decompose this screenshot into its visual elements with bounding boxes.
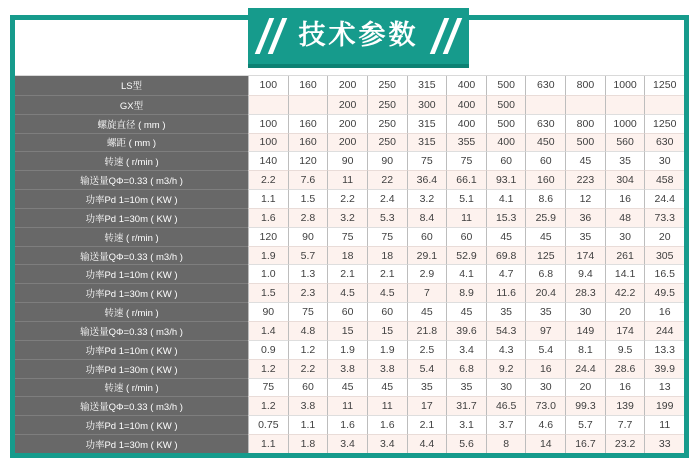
table-row xyxy=(15,246,684,265)
cell-value: 2.2 xyxy=(248,170,288,189)
cell-value: 16.5 xyxy=(644,264,684,283)
cell-value: 75 xyxy=(367,227,407,246)
cell-value: 1.0 xyxy=(248,264,288,283)
cell-value: 355 xyxy=(446,133,486,152)
cell-value: 120 xyxy=(288,151,328,170)
cell-value: 60 xyxy=(288,378,328,397)
row-label: 功率Pd 1=30m ( KW ) xyxy=(15,359,248,378)
cell-value: 39.6 xyxy=(446,321,486,340)
cell-value: 120 xyxy=(248,227,288,246)
cell-value: 75 xyxy=(327,227,367,246)
title-banner xyxy=(248,8,469,68)
cell-value: 4.1 xyxy=(486,189,526,208)
cell-value: 4.7 xyxy=(486,264,526,283)
cell-value: 1.8 xyxy=(288,434,328,453)
cell-value: 18 xyxy=(367,246,407,265)
cell-value: 1.9 xyxy=(248,246,288,265)
cell-value: 800 xyxy=(565,76,605,95)
cell-value: 200 xyxy=(327,133,367,152)
cell-value: 250 xyxy=(367,76,407,95)
cell-value: 8.4 xyxy=(407,208,447,227)
cell-value: 2.9 xyxy=(407,264,447,283)
cell-value: 1.2 xyxy=(248,359,288,378)
cell-value: 2.1 xyxy=(367,264,407,283)
table-row xyxy=(15,359,684,378)
cell-value: 200 xyxy=(327,76,367,95)
cell-value: 60 xyxy=(327,302,367,321)
row-label: 功率Pd 1=30m ( KW ) xyxy=(15,208,248,227)
row-label: 螺旋直径 ( mm ) xyxy=(15,114,248,133)
cell-value: 3.2 xyxy=(327,208,367,227)
cell-value: 75 xyxy=(288,302,328,321)
cell-value: 52.9 xyxy=(446,246,486,265)
row-label: 功率Pd 1=10m ( KW ) xyxy=(15,340,248,359)
cell-value: 1250 xyxy=(644,114,684,133)
cell-value: 11 xyxy=(367,396,407,415)
table-row xyxy=(15,114,684,133)
cell-value: 7.6 xyxy=(288,170,328,189)
cell-value: 5.3 xyxy=(367,208,407,227)
cell-value: 500 xyxy=(486,76,526,95)
parameters-table xyxy=(15,75,684,453)
cell-value: 97 xyxy=(525,321,565,340)
cell-value: 45 xyxy=(446,302,486,321)
cell-value: 45 xyxy=(525,227,565,246)
cell-value: 46.5 xyxy=(486,396,526,415)
cell-value: 36 xyxy=(565,208,605,227)
cell-value: 35 xyxy=(446,378,486,397)
cell-value: 69.8 xyxy=(486,246,526,265)
cell-value: 250 xyxy=(367,133,407,152)
table-row xyxy=(15,378,684,397)
cell-value: 1.1 xyxy=(288,415,328,434)
cell-value: 2.3 xyxy=(288,283,328,302)
cell-value: 4.8 xyxy=(288,321,328,340)
cell-value: 3.8 xyxy=(327,359,367,378)
cell-value: 15 xyxy=(367,321,407,340)
cell-value: 7.7 xyxy=(605,415,645,434)
cell-value xyxy=(644,95,684,114)
cell-value: 100 xyxy=(248,133,288,152)
cell-value: 1.4 xyxy=(248,321,288,340)
cell-value xyxy=(525,95,565,114)
cell-value: 199 xyxy=(644,396,684,415)
cell-value: 500 xyxy=(565,133,605,152)
cell-value: 140 xyxy=(248,151,288,170)
cell-value: 223 xyxy=(565,170,605,189)
cell-value: 800 xyxy=(565,114,605,133)
table-row xyxy=(15,340,684,359)
page-title: 技术参数 xyxy=(298,19,419,50)
table-row xyxy=(15,76,684,95)
cell-value: 35 xyxy=(565,227,605,246)
cell-value xyxy=(248,95,288,114)
cell-value: 11 xyxy=(644,415,684,434)
table-row xyxy=(15,396,684,415)
cell-value: 4.5 xyxy=(327,283,367,302)
cell-value: 1.6 xyxy=(327,415,367,434)
cell-value: 3.8 xyxy=(288,396,328,415)
cell-value: 8.1 xyxy=(565,340,605,359)
cell-value: 1.5 xyxy=(288,189,328,208)
cell-value: 20 xyxy=(605,302,645,321)
cell-value: 31.7 xyxy=(446,396,486,415)
cell-value: 90 xyxy=(327,151,367,170)
cell-value: 160 xyxy=(525,170,565,189)
cell-value: 15.3 xyxy=(486,208,526,227)
cell-value: 3.2 xyxy=(407,189,447,208)
cell-value: 2.4 xyxy=(367,189,407,208)
cell-value: 93.1 xyxy=(486,170,526,189)
cell-value: 6.8 xyxy=(446,359,486,378)
row-label: 转速 ( r/min ) xyxy=(15,227,248,246)
cell-value: 15 xyxy=(327,321,367,340)
cell-value: 30 xyxy=(525,378,565,397)
cell-value: 160 xyxy=(288,133,328,152)
cell-value: 4.3 xyxy=(486,340,526,359)
cell-value: 16.7 xyxy=(565,434,605,453)
cell-value: 16 xyxy=(525,359,565,378)
cell-value: 75 xyxy=(248,378,288,397)
cell-value: 17 xyxy=(407,396,447,415)
cell-value: 1.9 xyxy=(327,340,367,359)
cell-value: 149 xyxy=(565,321,605,340)
row-label: 输送量QΦ=0.33 ( m3/h ) xyxy=(15,246,248,265)
cell-value: 4.1 xyxy=(446,264,486,283)
cell-value: 45 xyxy=(407,302,447,321)
cell-value: 11 xyxy=(446,208,486,227)
cell-value: 28.3 xyxy=(565,283,605,302)
cell-value: 2.8 xyxy=(288,208,328,227)
table-row xyxy=(15,208,684,227)
cell-value: 20.4 xyxy=(525,283,565,302)
cell-value: 0.75 xyxy=(248,415,288,434)
cell-value: 42.2 xyxy=(605,283,645,302)
cell-value: 16 xyxy=(605,189,645,208)
cell-value: 400 xyxy=(486,133,526,152)
cell-value: 29.1 xyxy=(407,246,447,265)
cell-value: 4.4 xyxy=(407,434,447,453)
row-label: 功率Pd 1=30m ( KW ) xyxy=(15,434,248,453)
cell-value: 21.8 xyxy=(407,321,447,340)
cell-value: 8.6 xyxy=(525,189,565,208)
cell-value: 1.6 xyxy=(248,208,288,227)
cell-value: 20 xyxy=(565,378,605,397)
cell-value: 160 xyxy=(288,76,328,95)
table-row xyxy=(15,95,684,114)
cell-value: 160 xyxy=(288,114,328,133)
cell-value: 24.4 xyxy=(644,189,684,208)
table-row xyxy=(15,302,684,321)
cell-value: 16 xyxy=(644,302,684,321)
cell-value: 9.4 xyxy=(565,264,605,283)
cell-value: 5.7 xyxy=(288,246,328,265)
cell-value: 458 xyxy=(644,170,684,189)
cell-value: 75 xyxy=(446,151,486,170)
row-label: 输送量QΦ=0.33 ( m3/h ) xyxy=(15,396,248,415)
cell-value: 33 xyxy=(644,434,684,453)
cell-value: 174 xyxy=(605,321,645,340)
table-row xyxy=(15,151,684,170)
cell-value: 45 xyxy=(565,151,605,170)
cell-value: 250 xyxy=(367,114,407,133)
row-label: 功率Pd 1=30m ( KW ) xyxy=(15,283,248,302)
table-row xyxy=(15,170,684,189)
row-label: 功率Pd 1=10m ( KW ) xyxy=(15,189,248,208)
cell-value: 1.1 xyxy=(248,189,288,208)
cell-value: 2.1 xyxy=(407,415,447,434)
cell-value: 45 xyxy=(327,378,367,397)
cell-value: 0.9 xyxy=(248,340,288,359)
cell-value: 14.1 xyxy=(605,264,645,283)
cell-value: 30 xyxy=(486,378,526,397)
cell-value: 630 xyxy=(525,76,565,95)
cell-value: 30 xyxy=(605,227,645,246)
cell-value: 7 xyxy=(407,283,447,302)
cell-value: 18 xyxy=(327,246,367,265)
row-label: 功率Pd 1=10m ( KW ) xyxy=(15,415,248,434)
cell-value: 3.4 xyxy=(327,434,367,453)
cell-value: 8 xyxy=(486,434,526,453)
cell-value: 1.9 xyxy=(367,340,407,359)
cell-value: 250 xyxy=(367,95,407,114)
cell-value: 11 xyxy=(327,170,367,189)
cell-value: 1.5 xyxy=(248,283,288,302)
cell-value: 261 xyxy=(605,246,645,265)
left-slashes-icon xyxy=(258,18,284,54)
cell-value: 9.2 xyxy=(486,359,526,378)
cell-value: 20 xyxy=(644,227,684,246)
cell-value: 35 xyxy=(486,302,526,321)
row-label: 输送量QΦ=0.33 ( m3/h ) xyxy=(15,170,248,189)
cell-value: 3.8 xyxy=(367,359,407,378)
cell-value: 400 xyxy=(446,95,486,114)
row-label: 转速 ( r/min ) xyxy=(15,151,248,170)
cell-value: 75 xyxy=(407,151,447,170)
cell-value: 1.2 xyxy=(248,396,288,415)
cell-value: 49.5 xyxy=(644,283,684,302)
cell-value: 5.1 xyxy=(446,189,486,208)
cell-value: 54.3 xyxy=(486,321,526,340)
cell-value: 35 xyxy=(525,302,565,321)
cell-value: 6.8 xyxy=(525,264,565,283)
cell-value: 1.2 xyxy=(288,340,328,359)
cell-value xyxy=(288,95,328,114)
cell-value: 11 xyxy=(327,396,367,415)
cell-value xyxy=(565,95,605,114)
cell-value: 24.4 xyxy=(565,359,605,378)
cell-value: 48 xyxy=(605,208,645,227)
cell-value: 4.5 xyxy=(367,283,407,302)
row-label: LS型 xyxy=(15,76,248,95)
cell-value: 90 xyxy=(367,151,407,170)
cell-value: 500 xyxy=(486,95,526,114)
cell-value: 300 xyxy=(407,95,447,114)
row-label: 功率Pd 1=10m ( KW ) xyxy=(15,264,248,283)
cell-value: 16 xyxy=(605,378,645,397)
cell-value: 35 xyxy=(407,378,447,397)
cell-value: 1.6 xyxy=(367,415,407,434)
table-row xyxy=(15,415,684,434)
cell-value: 1250 xyxy=(644,76,684,95)
table-row xyxy=(15,189,684,208)
cell-value: 1000 xyxy=(605,76,645,95)
cell-value: 1000 xyxy=(605,114,645,133)
cell-value: 560 xyxy=(605,133,645,152)
cell-value: 39.9 xyxy=(644,359,684,378)
cell-value: 73.3 xyxy=(644,208,684,227)
cell-value: 1.1 xyxy=(248,434,288,453)
cell-value: 13.3 xyxy=(644,340,684,359)
cell-value: 60 xyxy=(407,227,447,246)
cell-value: 139 xyxy=(605,396,645,415)
cell-value: 12 xyxy=(565,189,605,208)
cell-value: 9.5 xyxy=(605,340,645,359)
cell-value: 66.1 xyxy=(446,170,486,189)
table-row xyxy=(15,321,684,340)
cell-value: 5.4 xyxy=(407,359,447,378)
cell-value: 244 xyxy=(644,321,684,340)
table-row xyxy=(15,133,684,152)
cell-value: 500 xyxy=(486,114,526,133)
table-row xyxy=(15,264,684,283)
cell-value: 8.9 xyxy=(446,283,486,302)
cell-value: 2.2 xyxy=(327,189,367,208)
cell-value: 36.4 xyxy=(407,170,447,189)
cell-value: 90 xyxy=(288,227,328,246)
cell-value: 3.7 xyxy=(486,415,526,434)
cell-value: 45 xyxy=(367,378,407,397)
row-label: GX型 xyxy=(15,95,248,114)
cell-value: 315 xyxy=(407,76,447,95)
cell-value: 28.6 xyxy=(605,359,645,378)
cell-value xyxy=(605,95,645,114)
row-label: 转速 ( r/min ) xyxy=(15,378,248,397)
cell-value: 315 xyxy=(407,133,447,152)
cell-value: 305 xyxy=(644,246,684,265)
row-label: 转速 ( r/min ) xyxy=(15,302,248,321)
cell-value: 22 xyxy=(367,170,407,189)
cell-value: 304 xyxy=(605,170,645,189)
cell-value: 99.3 xyxy=(565,396,605,415)
cell-value: 35 xyxy=(605,151,645,170)
cell-value: 14 xyxy=(525,434,565,453)
cell-value: 90 xyxy=(248,302,288,321)
cell-value: 60 xyxy=(446,227,486,246)
cell-value: 450 xyxy=(525,133,565,152)
cell-value: 100 xyxy=(248,114,288,133)
cell-value: 200 xyxy=(327,114,367,133)
cell-value: 23.2 xyxy=(605,434,645,453)
cell-value: 30 xyxy=(644,151,684,170)
cell-value: 174 xyxy=(565,246,605,265)
cell-value: 630 xyxy=(644,133,684,152)
cell-value: 630 xyxy=(525,114,565,133)
cell-value: 2.2 xyxy=(288,359,328,378)
right-slashes-icon xyxy=(433,18,459,54)
cell-value: 3.1 xyxy=(446,415,486,434)
cell-value: 3.4 xyxy=(446,340,486,359)
table-row xyxy=(15,283,684,302)
cell-value: 45 xyxy=(486,227,526,246)
table-row xyxy=(15,434,684,453)
cell-value: 5.6 xyxy=(446,434,486,453)
row-label: 螺距 ( mm ) xyxy=(15,133,248,152)
table-row xyxy=(15,227,684,246)
cell-value: 73.0 xyxy=(525,396,565,415)
cell-value: 25.9 xyxy=(525,208,565,227)
cell-value: 400 xyxy=(446,76,486,95)
cell-value: 5.7 xyxy=(565,415,605,434)
cell-value: 100 xyxy=(248,76,288,95)
cell-value: 2.1 xyxy=(327,264,367,283)
row-label: 输送量QΦ=0.33 ( m3/h ) xyxy=(15,321,248,340)
cell-value: 4.6 xyxy=(525,415,565,434)
cell-value: 1.3 xyxy=(288,264,328,283)
cell-value: 3.4 xyxy=(367,434,407,453)
cell-value: 315 xyxy=(407,114,447,133)
cell-value: 125 xyxy=(525,246,565,265)
cell-value: 60 xyxy=(367,302,407,321)
cell-value: 13 xyxy=(644,378,684,397)
cell-value: 5.4 xyxy=(525,340,565,359)
cell-value: 30 xyxy=(565,302,605,321)
cell-value: 200 xyxy=(327,95,367,114)
cell-value: 2.5 xyxy=(407,340,447,359)
cell-value: 11.6 xyxy=(486,283,526,302)
cell-value: 400 xyxy=(446,114,486,133)
cell-value: 60 xyxy=(486,151,526,170)
cell-value: 60 xyxy=(525,151,565,170)
